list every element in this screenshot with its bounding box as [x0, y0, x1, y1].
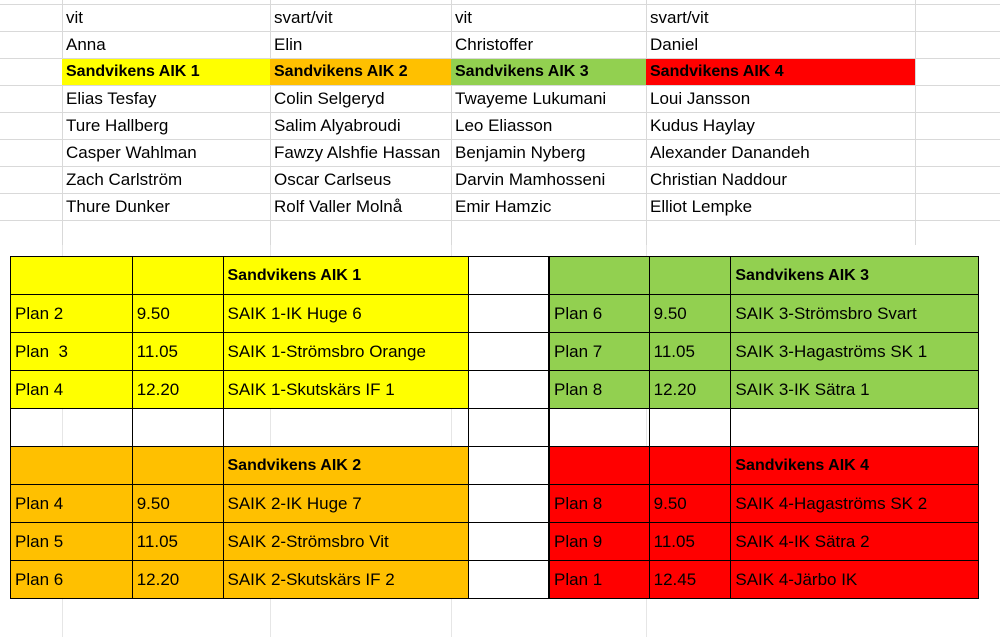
- time-cell[interactable]: 11.05: [132, 523, 223, 561]
- table-row: [11, 333, 549, 371]
- player-cell[interactable]: Emir Hamzic: [455, 197, 552, 216]
- table-row: [11, 257, 549, 295]
- plan-cell[interactable]: Plan 4: [11, 371, 133, 409]
- table-row: [550, 295, 979, 333]
- table-row: [550, 409, 979, 447]
- player-cell[interactable]: Zach Carlström: [66, 170, 183, 189]
- table-row: [550, 257, 979, 295]
- table-cell[interactable]: [649, 257, 731, 295]
- table-cell[interactable]: [469, 561, 549, 599]
- coach-cell[interactable]: Anna: [66, 35, 106, 54]
- plan-cell[interactable]: Plan 8: [550, 371, 650, 409]
- player-cell[interactable]: Ture Hallberg: [66, 116, 169, 135]
- team-header-cell[interactable]: Sandvikens AIK 4: [646, 59, 915, 85]
- player-cell[interactable]: Loui Jansson: [650, 89, 751, 108]
- coach-cell[interactable]: Elin: [274, 35, 303, 54]
- time-cell[interactable]: 12.20: [649, 371, 731, 409]
- table-cell[interactable]: [11, 257, 133, 295]
- table-cell[interactable]: [469, 409, 549, 447]
- table-cell[interactable]: [469, 485, 549, 523]
- player-cell[interactable]: Rolf Valler Molnå: [274, 197, 403, 216]
- table-cell[interactable]: [132, 257, 223, 295]
- match-cell[interactable]: SAIK 2-Skutskärs IF 2: [223, 561, 469, 599]
- plan-cell[interactable]: Plan 6: [11, 561, 133, 599]
- match-cell[interactable]: SAIK 4-Järbo IK: [731, 561, 979, 599]
- time-cell[interactable]: 9.50: [649, 295, 731, 333]
- plan-cell[interactable]: Plan 3: [11, 333, 133, 371]
- plan-cell[interactable]: Plan 9: [550, 523, 650, 561]
- table-row: [550, 485, 979, 523]
- player-cell[interactable]: Thure Dunker: [66, 197, 170, 216]
- player-cell[interactable]: Christian Naddour: [650, 170, 788, 189]
- grid-line: [0, 220, 1000, 221]
- player-cell[interactable]: Darvin Mamhosseni: [455, 170, 606, 189]
- plan-cell[interactable]: Plan 4: [11, 485, 133, 523]
- match-cell[interactable]: SAIK 2-IK Huge 7: [223, 485, 469, 523]
- color-label-cell[interactable]: svart/vit: [650, 8, 709, 27]
- table-row: [550, 371, 979, 409]
- team-title-cell[interactable]: Sandvikens AIK 2: [223, 447, 469, 485]
- team-title-cell[interactable]: Sandvikens AIK 3: [731, 257, 979, 295]
- table-cell[interactable]: [550, 257, 650, 295]
- table-row: [550, 447, 979, 485]
- table-row: [550, 561, 979, 599]
- coach-cell[interactable]: Daniel: [650, 35, 699, 54]
- table-cell[interactable]: [649, 447, 731, 485]
- player-cell[interactable]: Casper Wahlman: [66, 143, 197, 162]
- table-row: [550, 333, 979, 371]
- time-cell[interactable]: 12.20: [132, 561, 223, 599]
- table-cell[interactable]: [223, 409, 469, 447]
- match-cell[interactable]: SAIK 4-Hagaströms SK 2: [731, 485, 979, 523]
- player-cell[interactable]: Alexander Danandeh: [650, 143, 810, 162]
- plan-cell[interactable]: Plan 1: [550, 561, 650, 599]
- match-cell[interactable]: SAIK 1-Strömsbro Orange: [223, 333, 469, 371]
- time-cell[interactable]: 9.50: [132, 295, 223, 333]
- team-header-cell[interactable]: Sandvikens AIK 3: [451, 59, 646, 85]
- coach-cell[interactable]: Christoffer: [455, 35, 534, 54]
- table-cell[interactable]: [469, 371, 549, 409]
- plan-cell[interactable]: Plan 7: [550, 333, 650, 371]
- player-cell[interactable]: Fawzy Alshfie Hassan: [274, 143, 441, 162]
- plan-cell[interactable]: Plan 6: [550, 295, 650, 333]
- plan-cell[interactable]: Plan 2: [11, 295, 133, 333]
- table-row: [11, 523, 549, 561]
- player-cell[interactable]: Salim Alyabroudi: [274, 116, 401, 135]
- table-row: [11, 371, 549, 409]
- team-header-cell[interactable]: Sandvikens AIK 1: [62, 59, 270, 85]
- schedule-table-right: [549, 256, 979, 599]
- player-cell[interactable]: Leo Eliasson: [455, 116, 553, 135]
- table-cell[interactable]: [469, 447, 549, 485]
- plan-cell[interactable]: Plan 8: [550, 485, 650, 523]
- match-cell[interactable]: SAIK 1-Skutskärs IF 1: [223, 371, 469, 409]
- player-cell[interactable]: Benjamin Nyberg: [455, 143, 586, 162]
- table-cell[interactable]: [731, 409, 979, 447]
- table-cell[interactable]: [11, 409, 133, 447]
- time-cell[interactable]: 12.20: [132, 371, 223, 409]
- team-header-cell[interactable]: Sandvikens AIK 2: [270, 59, 451, 85]
- schedule-table-left: [10, 256, 549, 599]
- match-cell[interactable]: SAIK 2-Strömsbro Vit: [223, 523, 469, 561]
- table-row: [11, 295, 549, 333]
- table-cell[interactable]: [469, 295, 549, 333]
- match-cell[interactable]: SAIK 3-Strömsbro Svart: [731, 295, 979, 333]
- match-cell[interactable]: SAIK 3-Hagaströms SK 1: [731, 333, 979, 371]
- grid-line: [915, 0, 916, 245]
- time-cell[interactable]: 11.05: [132, 333, 223, 371]
- table-row: [11, 409, 549, 447]
- match-cell[interactable]: SAIK 1-IK Huge 6: [223, 295, 469, 333]
- time-cell[interactable]: 11.05: [649, 333, 731, 371]
- roster-sheet: [0, 0, 1000, 245]
- player-cell[interactable]: Kudus Haylay: [650, 116, 755, 135]
- table-cell[interactable]: [550, 447, 650, 485]
- team-title-cell[interactable]: Sandvikens AIK 4: [731, 447, 979, 485]
- table-cell[interactable]: [469, 523, 549, 561]
- player-cell[interactable]: Colin Selgeryd: [274, 89, 385, 108]
- table-cell[interactable]: [649, 409, 731, 447]
- table-row: [11, 447, 549, 485]
- table-row: [550, 523, 979, 561]
- color-label-cell[interactable]: vit: [66, 8, 83, 27]
- time-cell[interactable]: 11.05: [649, 523, 731, 561]
- table-row: [11, 561, 549, 599]
- table-cell[interactable]: [132, 409, 223, 447]
- time-cell[interactable]: 12.45: [649, 561, 731, 599]
- team-title-cell[interactable]: Sandvikens AIK 1: [223, 257, 469, 295]
- table-cell[interactable]: [132, 447, 223, 485]
- table-row: [11, 485, 549, 523]
- color-label-cell[interactable]: svart/vit: [274, 8, 333, 27]
- table-cell[interactable]: [469, 333, 549, 371]
- table-cell[interactable]: [550, 409, 650, 447]
- player-cell[interactable]: Twayeme Lukumani: [455, 89, 607, 108]
- color-label-cell[interactable]: vit: [455, 8, 472, 27]
- time-cell[interactable]: 9.50: [649, 485, 731, 523]
- player-cell[interactable]: Elliot Lempke: [650, 197, 753, 216]
- table-cell[interactable]: [469, 257, 549, 295]
- player-cell[interactable]: Oscar Carlseus: [274, 170, 392, 189]
- table-cell[interactable]: [11, 447, 133, 485]
- match-cell[interactable]: SAIK 3-IK Sätra 1: [731, 371, 979, 409]
- plan-cell[interactable]: Plan 5: [11, 523, 133, 561]
- match-cell[interactable]: SAIK 4-IK Sätra 2: [731, 523, 979, 561]
- player-cell[interactable]: Elias Tesfay: [66, 89, 157, 108]
- time-cell[interactable]: 9.50: [132, 485, 223, 523]
